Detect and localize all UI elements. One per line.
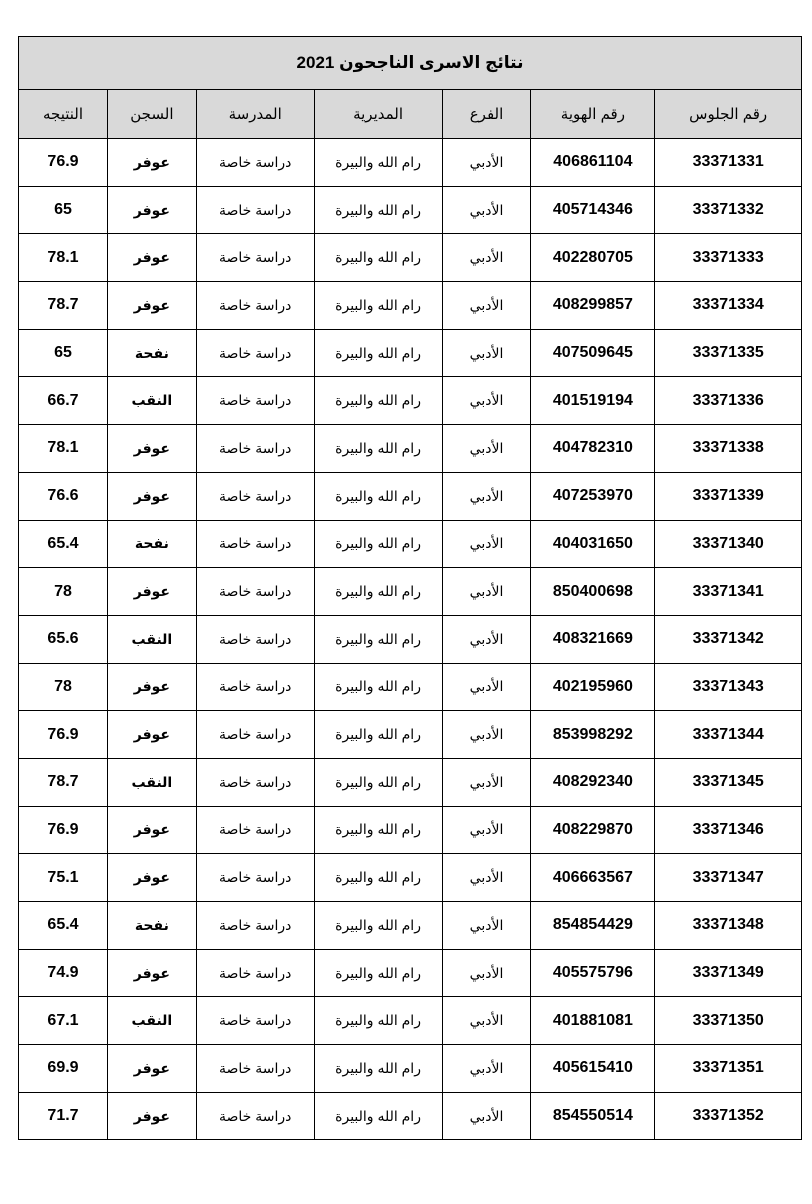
- result-cell: 65.4: [19, 902, 108, 950]
- prison-cell: نفحة: [107, 902, 196, 950]
- prison-cell: عوفر: [107, 1045, 196, 1093]
- prison-cell: النقب: [107, 377, 196, 425]
- school-cell: دراسة خاصة: [196, 663, 314, 711]
- result-cell: 65: [19, 329, 108, 377]
- table-row: [19, 329, 802, 377]
- result-cell: 65: [19, 186, 108, 234]
- prison-cell: عوفر: [107, 663, 196, 711]
- branch-cell: الأدبي: [442, 139, 531, 187]
- result-cell: 76.9: [19, 139, 108, 187]
- result-cell: 67.1: [19, 997, 108, 1045]
- directorate-cell: رام الله والبيرة: [314, 854, 442, 902]
- result-cell: 71.7: [19, 1092, 108, 1140]
- directorate-cell: رام الله والبيرة: [314, 139, 442, 187]
- id-number-cell: 408321669: [531, 615, 655, 663]
- table-row: [19, 234, 802, 282]
- prison-cell: النقب: [107, 997, 196, 1045]
- id-number-cell: 405575796: [531, 949, 655, 997]
- directorate-cell: رام الله والبيرة: [314, 377, 442, 425]
- seat-number-cell: 33371335: [655, 329, 802, 377]
- school-cell: دراسة خاصة: [196, 949, 314, 997]
- table-row: [19, 425, 802, 473]
- branch-cell: الأدبي: [442, 377, 531, 425]
- seat-number-cell: 33371343: [655, 663, 802, 711]
- id-number-cell: 402195960: [531, 663, 655, 711]
- branch-cell: الأدبي: [442, 758, 531, 806]
- school-cell: دراسة خاصة: [196, 997, 314, 1045]
- prison-cell: عوفر: [107, 711, 196, 759]
- results-body: [19, 139, 802, 1140]
- branch-cell: الأدبي: [442, 854, 531, 902]
- prison-cell: نفحة: [107, 329, 196, 377]
- result-cell: 65.4: [19, 520, 108, 568]
- id-number-cell: 402280705: [531, 234, 655, 282]
- results-table: [18, 36, 802, 1140]
- result-cell: 69.9: [19, 1045, 108, 1093]
- header-result: النتيجه: [19, 90, 108, 139]
- prison-cell: عوفر: [107, 949, 196, 997]
- school-cell: دراسة خاصة: [196, 139, 314, 187]
- id-number-cell: 401519194: [531, 377, 655, 425]
- branch-cell: الأدبي: [442, 1045, 531, 1093]
- table-row: [19, 139, 802, 187]
- id-number-cell: 406663567: [531, 854, 655, 902]
- directorate-cell: رام الله والبيرة: [314, 472, 442, 520]
- prison-cell: عوفر: [107, 186, 196, 234]
- directorate-cell: رام الله والبيرة: [314, 663, 442, 711]
- result-cell: 78.7: [19, 282, 108, 330]
- seat-number-cell: 33371334: [655, 282, 802, 330]
- directorate-cell: رام الله والبيرة: [314, 806, 442, 854]
- table-row: [19, 377, 802, 425]
- branch-cell: الأدبي: [442, 997, 531, 1045]
- header-school: المدرسة: [196, 90, 314, 139]
- directorate-cell: رام الله والبيرة: [314, 520, 442, 568]
- results-sheet: [18, 36, 802, 1140]
- school-cell: دراسة خاصة: [196, 186, 314, 234]
- school-cell: دراسة خاصة: [196, 711, 314, 759]
- title-row: [19, 37, 802, 90]
- prison-cell: عوفر: [107, 282, 196, 330]
- school-cell: دراسة خاصة: [196, 377, 314, 425]
- school-cell: دراسة خاصة: [196, 1045, 314, 1093]
- id-number-cell: 407509645: [531, 329, 655, 377]
- id-number-cell: 404031650: [531, 520, 655, 568]
- directorate-cell: رام الله والبيرة: [314, 282, 442, 330]
- id-number-cell: 407253970: [531, 472, 655, 520]
- directorate-cell: رام الله والبيرة: [314, 1092, 442, 1140]
- prison-cell: النقب: [107, 615, 196, 663]
- id-number-cell: 405714346: [531, 186, 655, 234]
- result-cell: 76.6: [19, 472, 108, 520]
- school-cell: دراسة خاصة: [196, 854, 314, 902]
- prison-cell: عوفر: [107, 1092, 196, 1140]
- table-row: [19, 758, 802, 806]
- school-cell: دراسة خاصة: [196, 329, 314, 377]
- seat-number-cell: 33371331: [655, 139, 802, 187]
- result-cell: 78: [19, 568, 108, 616]
- table-row: [19, 711, 802, 759]
- directorate-cell: رام الله والبيرة: [314, 758, 442, 806]
- seat-number-cell: 33371347: [655, 854, 802, 902]
- directorate-cell: رام الله والبيرة: [314, 186, 442, 234]
- id-number-cell: 408299857: [531, 282, 655, 330]
- table-row: [19, 949, 802, 997]
- result-cell: 66.7: [19, 377, 108, 425]
- school-cell: دراسة خاصة: [196, 1092, 314, 1140]
- id-number-cell: 406861104: [531, 139, 655, 187]
- branch-cell: الأدبي: [442, 615, 531, 663]
- seat-number-cell: 33371342: [655, 615, 802, 663]
- header-prison: السجن: [107, 90, 196, 139]
- school-cell: دراسة خاصة: [196, 425, 314, 473]
- branch-cell: الأدبي: [442, 520, 531, 568]
- school-cell: دراسة خاصة: [196, 568, 314, 616]
- branch-cell: الأدبي: [442, 472, 531, 520]
- branch-cell: الأدبي: [442, 711, 531, 759]
- branch-cell: الأدبي: [442, 806, 531, 854]
- table-row: [19, 186, 802, 234]
- prison-cell: عوفر: [107, 568, 196, 616]
- prison-cell: عوفر: [107, 234, 196, 282]
- table-row: [19, 663, 802, 711]
- directorate-cell: رام الله والبيرة: [314, 329, 442, 377]
- id-number-cell: 404782310: [531, 425, 655, 473]
- result-cell: 78.1: [19, 234, 108, 282]
- branch-cell: الأدبي: [442, 949, 531, 997]
- branch-cell: الأدبي: [442, 902, 531, 950]
- school-cell: دراسة خاصة: [196, 615, 314, 663]
- result-cell: 76.9: [19, 711, 108, 759]
- directorate-cell: رام الله والبيرة: [314, 568, 442, 616]
- directorate-cell: رام الله والبيرة: [314, 902, 442, 950]
- table-row: [19, 568, 802, 616]
- branch-cell: الأدبي: [442, 329, 531, 377]
- result-cell: 76.9: [19, 806, 108, 854]
- result-cell: 74.9: [19, 949, 108, 997]
- directorate-cell: رام الله والبيرة: [314, 234, 442, 282]
- seat-number-cell: 33371333: [655, 234, 802, 282]
- table-row: [19, 997, 802, 1045]
- id-number-cell: 854550514: [531, 1092, 655, 1140]
- seat-number-cell: 33371352: [655, 1092, 802, 1140]
- prison-cell: عوفر: [107, 806, 196, 854]
- id-number-cell: 401881081: [531, 997, 655, 1045]
- seat-number-cell: 33371338: [655, 425, 802, 473]
- seat-number-cell: 33371350: [655, 997, 802, 1045]
- seat-number-cell: 33371351: [655, 1045, 802, 1093]
- seat-number-cell: 33371346: [655, 806, 802, 854]
- id-number-cell: 854854429: [531, 902, 655, 950]
- id-number-cell: 850400698: [531, 568, 655, 616]
- branch-cell: الأدبي: [442, 568, 531, 616]
- directorate-cell: رام الله والبيرة: [314, 949, 442, 997]
- school-cell: دراسة خاصة: [196, 806, 314, 854]
- school-cell: دراسة خاصة: [196, 758, 314, 806]
- school-cell: دراسة خاصة: [196, 902, 314, 950]
- prison-cell: عوفر: [107, 139, 196, 187]
- directorate-cell: رام الله والبيرة: [314, 615, 442, 663]
- table-row: [19, 520, 802, 568]
- branch-cell: الأدبي: [442, 234, 531, 282]
- branch-cell: الأدبي: [442, 425, 531, 473]
- prison-cell: النقب: [107, 758, 196, 806]
- prison-cell: عوفر: [107, 472, 196, 520]
- directorate-cell: رام الله والبيرة: [314, 425, 442, 473]
- table-row: [19, 615, 802, 663]
- result-cell: 65.6: [19, 615, 108, 663]
- school-cell: دراسة خاصة: [196, 282, 314, 330]
- result-cell: 78.7: [19, 758, 108, 806]
- id-number-cell: 408229870: [531, 806, 655, 854]
- seat-number-cell: 33371348: [655, 902, 802, 950]
- id-number-cell: 853998292: [531, 711, 655, 759]
- header-directorate: المديرية: [314, 90, 442, 139]
- seat-number-cell: 33371340: [655, 520, 802, 568]
- directorate-cell: رام الله والبيرة: [314, 997, 442, 1045]
- directorate-cell: رام الله والبيرة: [314, 711, 442, 759]
- table-row: [19, 1092, 802, 1140]
- seat-number-cell: 33371339: [655, 472, 802, 520]
- directorate-cell: رام الله والبيرة: [314, 1045, 442, 1093]
- seat-number-cell: 33371336: [655, 377, 802, 425]
- header-row: [19, 90, 802, 139]
- id-number-cell: 405615410: [531, 1045, 655, 1093]
- table-row: [19, 282, 802, 330]
- table-title: نتائج الاسرى الناجحون 2021: [19, 37, 802, 90]
- school-cell: دراسة خاصة: [196, 472, 314, 520]
- school-cell: دراسة خاصة: [196, 520, 314, 568]
- table-row: [19, 902, 802, 950]
- branch-cell: الأدبي: [442, 663, 531, 711]
- table-row: [19, 854, 802, 902]
- seat-number-cell: 33371349: [655, 949, 802, 997]
- result-cell: 75.1: [19, 854, 108, 902]
- branch-cell: الأدبي: [442, 1092, 531, 1140]
- prison-cell: نفحة: [107, 520, 196, 568]
- seat-number-cell: 33371341: [655, 568, 802, 616]
- header-branch: الفرع: [442, 90, 531, 139]
- branch-cell: الأدبي: [442, 282, 531, 330]
- school-cell: دراسة خاصة: [196, 234, 314, 282]
- seat-number-cell: 33371344: [655, 711, 802, 759]
- result-cell: 78: [19, 663, 108, 711]
- header-id-number: رقم الهوية: [531, 90, 655, 139]
- branch-cell: الأدبي: [442, 186, 531, 234]
- header-seat-number: رقم الجلوس: [655, 90, 802, 139]
- prison-cell: عوفر: [107, 425, 196, 473]
- table-row: [19, 806, 802, 854]
- seat-number-cell: 33371345: [655, 758, 802, 806]
- table-row: [19, 1045, 802, 1093]
- result-cell: 78.1: [19, 425, 108, 473]
- id-number-cell: 408292340: [531, 758, 655, 806]
- seat-number-cell: 33371332: [655, 186, 802, 234]
- table-row: [19, 472, 802, 520]
- prison-cell: عوفر: [107, 854, 196, 902]
